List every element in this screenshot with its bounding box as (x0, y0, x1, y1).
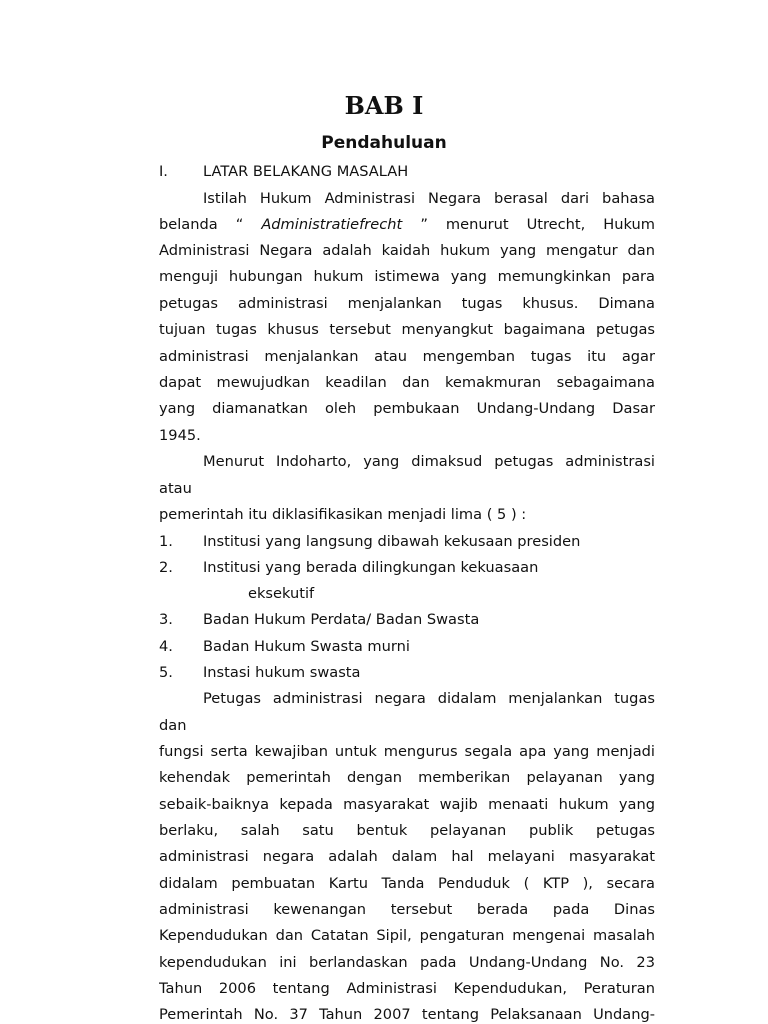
paragraph-line: dapat mewujudkan keadilan dan kemakmuran sebagaimana (159, 374, 655, 391)
paragraph-line: petugas administrasi menjalankan tugas khusus. Dimana (159, 295, 655, 312)
paragraph-line: yang diamanatkan oleh pembukaan Undang-Undang Dasar (159, 400, 655, 417)
list-number: 5. (159, 664, 173, 681)
paragraph-line: Istilah Hukum Administrasi Negara berasal dari bahasa (203, 190, 655, 207)
paragraph-line (159, 212, 655, 238)
list-item: Badan Hukum Swasta murni (203, 638, 410, 655)
paragraph-line: Petugas administrasi negara didalam menjalankan tugas (203, 690, 655, 707)
list-item: Institusi yang berada dilingkungan kekuasaan (203, 559, 539, 576)
paragraph-line: Administrasi Negara adalah kaidah hukum yang mengatur dan (159, 242, 655, 259)
chapter-title: BAB I (344, 91, 424, 120)
list-item-continuation: eksekutif (248, 585, 315, 602)
list-number: 1. (159, 533, 173, 550)
paragraph-line: berlaku, salah satu bentuk pelayanan publik petugas (159, 822, 655, 839)
text-span: belanda “ (159, 216, 244, 233)
paragraph-line: Menurut Indoharto, yang dimaksud petugas administrasi (203, 453, 655, 470)
list-item: Institusi yang langsung dibawah kekusaan presiden (203, 533, 581, 550)
section-title: LATAR BELAKANG MASALAH (203, 163, 409, 180)
paragraph-line: administrasi menjalankan atau mengemban tugas itu agar (159, 348, 655, 365)
paragraph-line: pemerintah itu diklasifikasikan menjadi lima ( 5 ) : (159, 506, 527, 523)
paragraph-line: dan (159, 717, 187, 734)
paragraph-line: menguji hubungan hukum istimewa yang memungkinkan para (159, 268, 655, 285)
paragraph-line: sebaik-baiknya kepada masyarakat wajib menaati hukum yang (159, 796, 655, 813)
paragraph-line: atau (159, 480, 192, 497)
paragraph-line: kehendak pemerintah dengan memberikan pelayanan yang (159, 769, 655, 786)
paragraph-line: kependudukan ini berlandaskan pada Undang-Undang No. 23 (159, 954, 655, 971)
chapter-subtitle: Pendahuluan (321, 133, 447, 153)
list-number: 3. (159, 611, 173, 628)
paragraph-line: Kependudukan dan Catatan Sipil, pengaturan mengenai masalah (159, 927, 655, 944)
list-number: 4. (159, 638, 173, 655)
paragraph-line: Pemerintah No. 37 Tahun 2007 tentang Pelaksanaan Undang- (159, 1006, 655, 1023)
paragraph-line: tujuan tugas khusus tersebut menyangkut bagaimana petugas (159, 321, 655, 338)
list-item: Badan Hukum Perdata/ Badan Swasta (203, 611, 480, 628)
text-span: ” menurut Utrecht, Hukum (420, 216, 655, 233)
paragraph-line: Tahun 2006 tentang Administrasi Kependudukan, Peraturan (159, 980, 655, 997)
section-number: I. (159, 163, 168, 180)
list-number: 2. (159, 559, 173, 576)
paragraph-line: fungsi serta kewajiban untuk mengurus segala apa yang menjadi (159, 743, 655, 760)
paragraph-line: administrasi kewenangan tersebut berada pada Dinas (159, 901, 655, 918)
paragraph-line: administrasi negara adalah dalam hal melayani masyarakat (159, 848, 655, 865)
paragraph-line: 1945. (159, 427, 201, 444)
paragraph-line: didalam pembuatan Kartu Tanda Penduduk ( KTP ), secara (159, 875, 655, 892)
list-item: Instasi hukum swasta (203, 664, 361, 681)
foreign-term: Administratiefrecht (261, 216, 403, 233)
